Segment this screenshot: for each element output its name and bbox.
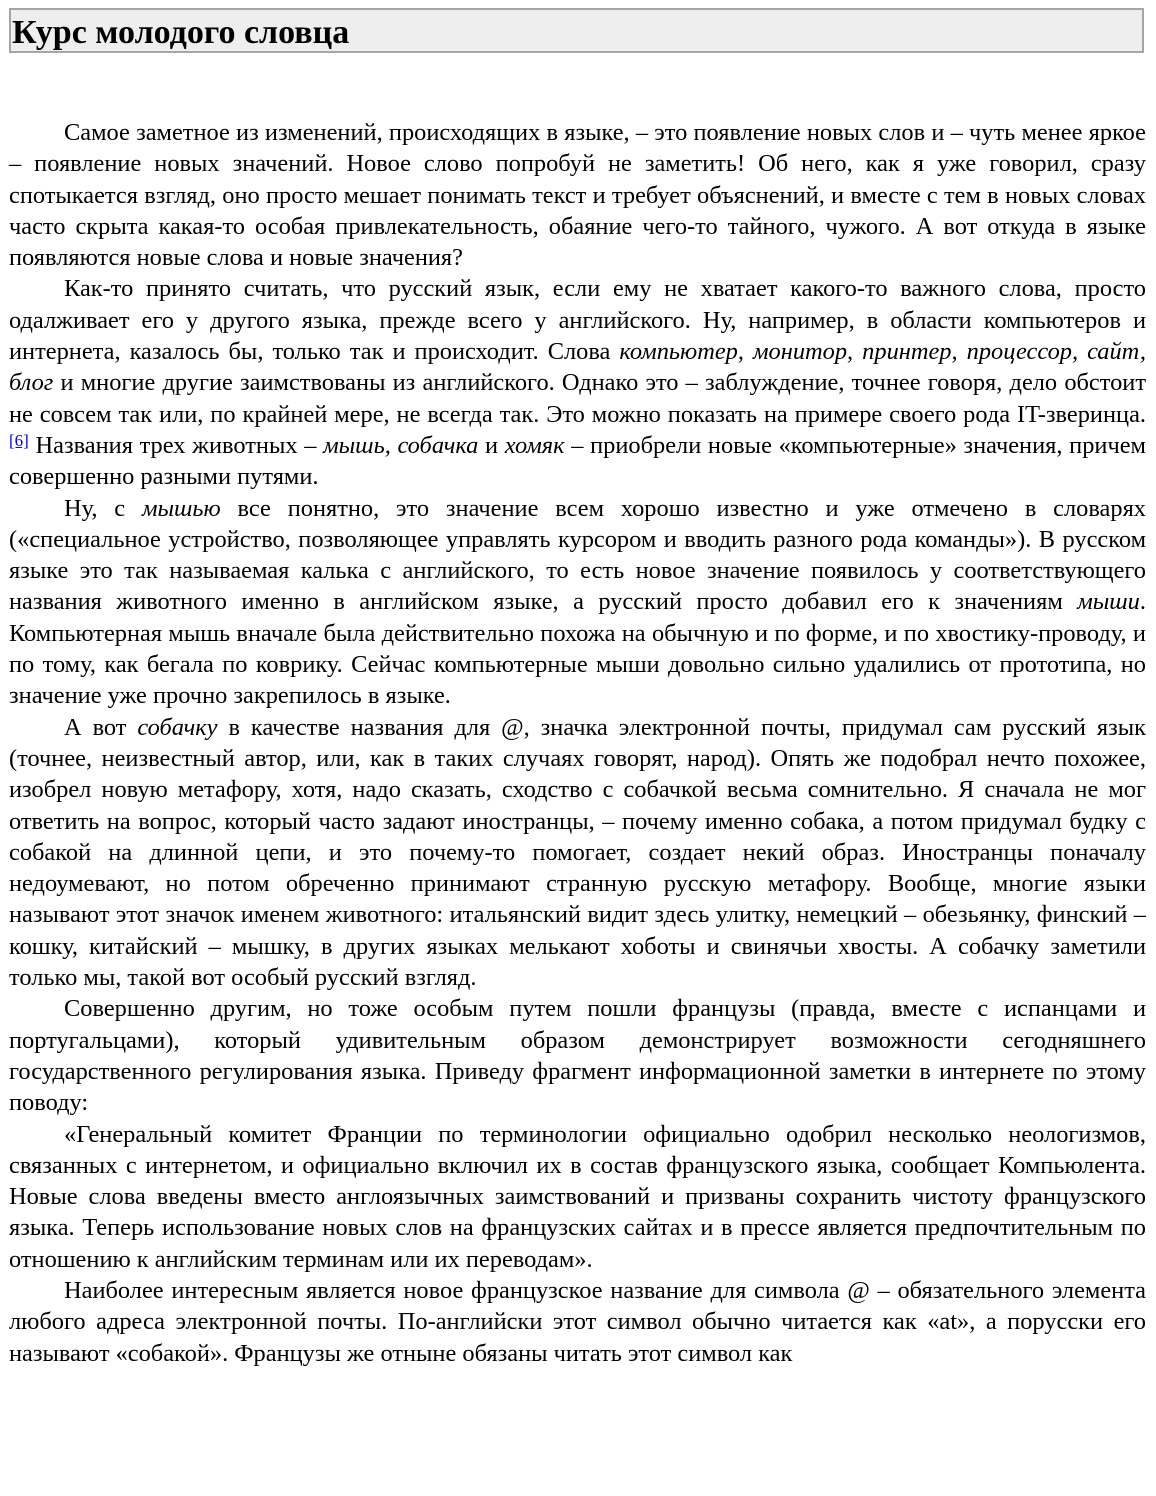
- paragraph-1: Самое заметное из изменений, происходящих в языке, – это появление новых слов и – чуть менее яркое – появление новых значений. Новое слово попробуй не заметить! Об него, как я уже говорил, сразу спотыкается взгляд, оно просто мешает понимать текст и требует объяснений, и вместе с тем в новых словах часто скрыта какая-то особая привлекательность, обаяние чего-то тайного, чужого. А вот откуда в языке появляются новые слова и новые значения?: [9, 119, 1146, 272]
- article-body: [9, 117, 1146, 1369]
- paragraph-3: Ну, с мышью все понятно, это значение всем хорошо известно и уже отмечено в словарях («специальное устройство, позволяющее управлять курсором и вводить разного рода команды»). В русском языке это так называемая калька с английского, то есть новое значение появилось у соответствующего названия животного именно в английском языке, а русский просто добавил его к значениям мыши. Компьютерная мышь вначале была действительно похожа на обычную и по форме, и по хвостику-проводу, и по тому, как бегала по коврику. Сейчас компьютерные мыши довольно сильно удалились от прототипа, но значение уже прочно закрепилось в языке.: [9, 494, 1146, 710]
- paragraph-quote: «Генеральный комитет Франции по терминологии официально одобрил несколько неологизмов, связанных с интернетом, и официально включил их в состав французского языка, сообщает Компьюлента. Новые слова введены вместо англоязычных заимствований и призваны сохранить чистоту французского языка. Теперь использование новых слов на французских сайтах и в прессе является предпочтительным по отношению к английским терминам или их переводам».: [9, 1120, 1146, 1273]
- paragraph-5: Совершенно другим, но тоже особым путем пошли французы (правда, вместе с испанцами и португальцами), который удивительным образом демонстрирует возможности сегодняшнего государственного регулирования языка. Приведу фрагмент информационной заметки в интернете по этому поводу:: [9, 995, 1146, 1117]
- paragraph-4: А вот собачку в качестве названия для @, значка электронной почты, придумал сам русский язык (точнее, неизвестный автор, или, как в таких случаях говорят, народ). Опять же подобрал нечто похожее, изобрел новую метафору, хотя, надо сказать, сходство с собачкой весьма сомнительно. Я сначала не мог ответить на вопрос, который часто задают иностранцы, – почему именно собака, а потом придумал будку с собакой на длинной цепи, и это почему-то помогает, создает некий образ. Иностранцы поначалу недоумевают, но потом обреченно принимают странную русскую метафору. Вообще, многие языки называют этот значок именем животного: итальянский видит здесь улитку, немецкий – обезьянку, финский – кошку, китайский – мышку, в других языках мелькают хоботы и свинячьи хвосты. А собачку заметили только мы, такой вот особый русский взгляд.: [9, 713, 1146, 992]
- footnote-link[interactable]: [6]: [9, 430, 29, 450]
- paragraph-2: Как-то принято считать, что русский язык, если ему не хватает какого-то важного слова, просто одалживает его у другого языка, прежде всего у английского. Ну, например, в области компьютеров и интернета, казалось бы, только так и происходит. Слова компьютер, монитор, принтер, процессор, сайт, блог и многие другие заимствованы из английского. Однако это – заблуждение, точнее говоря, дело обстоит не совсем так или, по крайней мере, не всегда так. Это можно показать на примере своего рода IT-зверинца. [6] Названия трех животных – мышь, собачка и хомяк – приобрели новые «компьютерные» значения, причем совершенно разными путями.: [9, 275, 1147, 491]
- page-title: Курс молодого словца: [9, 8, 1144, 53]
- paragraph-7: Наиболее интересным является новое французское название для символа @ – обязательного элемента любого адреса электронной почты. По-английски этот символ обычно читается как «at», а порусски его называют «собакой». Французы же отныне обязаны читать этот символ как: [9, 1276, 1146, 1367]
